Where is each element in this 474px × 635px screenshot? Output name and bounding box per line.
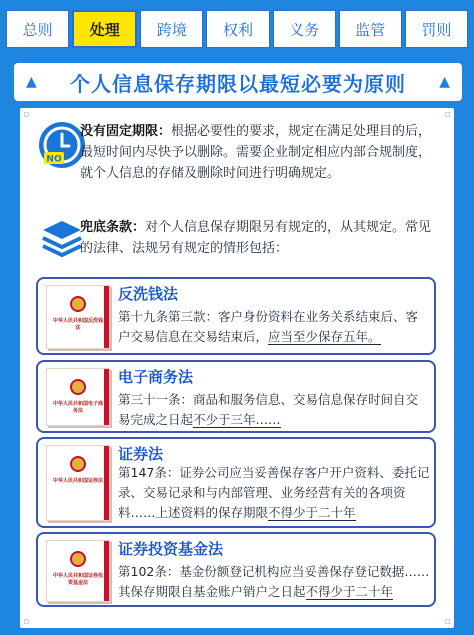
law-book-cover (46, 368, 110, 426)
section-fallback-clause (80, 217, 436, 261)
tab-obligations[interactable]: 义务 (273, 10, 336, 48)
law-highlight: 不得少于二十年 (305, 584, 394, 599)
section-no-fixed-term (80, 121, 436, 185)
law-highlight: 不少于三年…… (193, 412, 281, 427)
law-book-cover (46, 445, 110, 521)
tab-rights[interactable]: 权利 (206, 10, 269, 48)
law-highlight: 不得少于二十年 (268, 505, 356, 520)
tab-penalties[interactable]: 罚则 (405, 10, 468, 48)
book-title: 中华人民共和国证券投资基金法 (52, 573, 103, 586)
national-emblem-icon (70, 456, 86, 472)
national-emblem-icon (70, 379, 86, 395)
law-body (118, 562, 430, 602)
law-highlight: 应当至少保存五年。 (268, 329, 381, 344)
tab-supervision[interactable]: 监管 (339, 10, 402, 48)
law-card-anti-money-laundering (36, 277, 436, 355)
law-text: 第102条：基金份额登记机构应当妥善保存登记数据……其保存期限自基金账户销户之日起 (118, 564, 430, 599)
book-title: 中华人民共和国证券法 (52, 478, 103, 484)
law-body (118, 463, 430, 523)
law-body (118, 390, 430, 430)
national-emblem-icon (70, 551, 86, 567)
triangle-up-icon: ▲ (26, 74, 37, 90)
clock-badge-text: NO (46, 154, 62, 165)
law-card-securities-investment-fund (36, 532, 436, 607)
law-book-cover (46, 540, 110, 602)
title-bar (14, 63, 462, 101)
law-name: 反洗钱法 (118, 285, 179, 303)
law-name: 电子商务法 (118, 368, 194, 386)
section2-text: 对个人信息保存期限另有规定的，从其规定。常见的法律、法规另有规定的情形包括： (80, 220, 432, 256)
law-text: 第十九条第三款：客户身份资料在业务关系结束后、客户交易信息在交易结束后， (118, 309, 419, 344)
page-title: 个人信息保存期限以最短必要为原则 (70, 71, 406, 96)
book-title: 中华人民共和国反洗钱法 (52, 318, 103, 331)
section1-heading: 没有固定期限： (80, 124, 172, 139)
law-card-securities (36, 437, 436, 528)
law-name: 证券投资基金法 (118, 540, 224, 558)
triangle-up-icon: ▲ (439, 74, 450, 90)
law-name: 证券法 (118, 445, 164, 463)
law-body (118, 307, 430, 347)
section2-heading: 兜底条款： (80, 220, 146, 235)
law-text: 第147条：证券公司应当妥善保存客户开户资料、委托记录、交易记录和与内部管理、业务经营有关的各项资料……上述资料的保存期限 (118, 465, 430, 520)
layers-icon (38, 213, 86, 261)
section1-text: 根据必要性的要求，规定在满足处理目的后，最短时间内尽快予以删除。需要企业制定相应内部合规制度，就个人信息的存储及删除时间进行明确规定。 (80, 124, 432, 181)
corner-dot (445, 619, 450, 624)
corner-dot (24, 112, 29, 117)
law-book-cover (46, 285, 110, 349)
category-tabs (6, 10, 468, 48)
tab-cross-border[interactable]: 跨境 (140, 10, 203, 48)
book-title: 中华人民共和国电子商务法 (52, 401, 103, 414)
national-emblem-icon (70, 296, 86, 312)
law-card-e-commerce (36, 360, 436, 433)
corner-dot (445, 112, 450, 117)
tab-general[interactable]: 总则 (6, 10, 69, 48)
tab-processing[interactable]: 处理 (72, 10, 137, 48)
corner-dot (24, 619, 29, 624)
law-text: 第三十一条：商品和服务信息、交易信息保存时间自交易完成之日起 (118, 392, 419, 427)
